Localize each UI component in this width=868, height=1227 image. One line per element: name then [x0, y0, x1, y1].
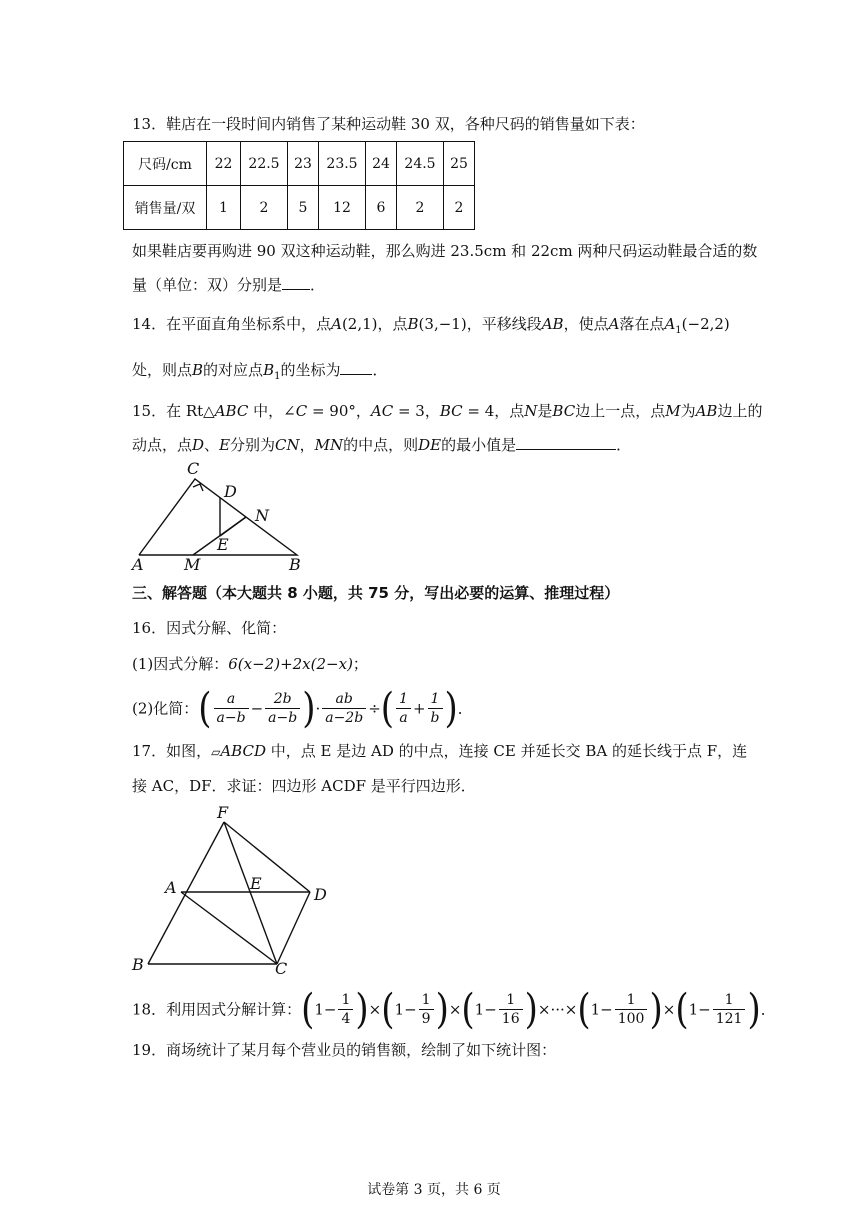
fraction	[615, 991, 648, 1028]
label-e: E	[250, 874, 262, 893]
fraction-denominator: 9	[421, 1011, 431, 1027]
parallelogram-abcd: ABCD	[220, 742, 266, 760]
minus-sign: −	[600, 1000, 613, 1019]
left-paren: (	[461, 985, 475, 1034]
point-b1: B	[263, 361, 275, 379]
fraction-numerator: 1	[428, 690, 443, 709]
q15-line2	[132, 435, 631, 455]
table-cell: 6	[366, 186, 397, 230]
side-ac: AC	[370, 402, 394, 420]
point-b-ref: B	[192, 361, 204, 379]
q13-end: ．	[310, 276, 326, 294]
fraction-denominator: 121	[715, 1011, 743, 1027]
table-cell: 22	[207, 142, 241, 186]
answer-blank	[516, 435, 616, 450]
q14-l2-p2: 的对应点	[203, 361, 264, 379]
separator: 、	[204, 436, 220, 454]
q13-stem: 13．鞋店在一段时间内销售了某种运动鞋 30 双，各种尺码的销售量如下表：	[132, 115, 645, 133]
label-b: B	[289, 555, 301, 574]
table-cell: 25	[444, 142, 475, 186]
q13-text-line2	[132, 275, 325, 295]
q18-p1: 18．利用因式分解计算：	[132, 1000, 302, 1019]
q17-line1	[132, 741, 747, 762]
left-paren: (	[198, 684, 212, 733]
dot-sign: ·	[315, 699, 321, 718]
fraction-numerator: a	[214, 690, 249, 709]
fraction	[419, 991, 434, 1028]
q16-part1-end: ；	[352, 655, 368, 673]
fraction	[713, 991, 746, 1028]
comma: ，	[299, 436, 315, 454]
minus-sign: −	[404, 1000, 417, 1019]
coord-a1: (−2,2)	[681, 315, 730, 333]
table-cell: 23	[288, 142, 319, 186]
fraction	[214, 690, 249, 727]
fraction-numerator: 1	[396, 690, 411, 709]
label-m: M	[184, 555, 201, 574]
coord-b: (3,−1)	[418, 315, 467, 333]
point-a-ref: A	[608, 315, 620, 333]
fraction	[338, 991, 353, 1028]
segment-cn: CN	[275, 436, 300, 454]
point-n: N	[524, 402, 538, 420]
q18-end: ．	[760, 1000, 776, 1019]
side-bc-ref: BC	[552, 402, 576, 420]
fraction-denominator: a	[399, 710, 408, 726]
q17-p2: 中，点 E 是边 AD 的中点，连接 CE 并延长交 BA 的延长线于点 F，连	[265, 742, 748, 760]
q15-p3: = 90°，	[307, 402, 371, 420]
fraction-numerator: 1	[713, 991, 746, 1010]
table-cell: 24.5	[397, 142, 444, 186]
q14-end: ．	[372, 361, 388, 379]
point-a: A	[331, 315, 342, 333]
answer-blank	[340, 360, 372, 375]
table-cell: 2	[241, 186, 288, 230]
table-cell: 2	[397, 186, 444, 230]
q14-l2-p3: 的坐标为	[280, 361, 341, 379]
q13-size-sales-table	[123, 141, 475, 230]
q15-end: ．	[616, 436, 632, 454]
label-d: D	[224, 482, 237, 501]
fraction-numerator: 1	[615, 991, 648, 1010]
right-paren: )	[355, 985, 369, 1034]
right-paren: )	[524, 985, 538, 1034]
label-f: F	[217, 803, 229, 822]
segment-mn: MN	[314, 436, 344, 454]
q16-part2-end: ．	[457, 699, 473, 718]
table-header-size: 尺码/cm	[124, 142, 207, 186]
q15-line1	[132, 401, 762, 421]
q15-p7: 边上一点，点	[575, 402, 666, 420]
times-sign: ×	[448, 1000, 462, 1019]
q15-p5: = 4，点	[462, 402, 525, 420]
q15-l2-p4: 的最小值是	[441, 436, 517, 454]
divide-sign: ÷	[368, 699, 381, 718]
q14-line2	[132, 360, 388, 387]
q17-parallelogram-figure	[125, 800, 340, 980]
q14-p2: ，点	[377, 315, 408, 333]
fraction-denominator: a−b	[268, 710, 298, 726]
label-b: B	[132, 955, 144, 974]
fraction-numerator: 2b	[265, 690, 300, 709]
table-row	[124, 186, 475, 230]
label-e: E	[217, 535, 229, 554]
table-header-count: 销售量/双	[124, 186, 207, 230]
q15-triangle-figure	[125, 455, 315, 575]
point-e: E	[219, 436, 231, 454]
triangle-abc: ABC	[214, 402, 249, 420]
plus-sign: +	[412, 699, 426, 718]
label-a: A	[132, 555, 144, 574]
parallelogram-icon: ▱	[211, 745, 221, 759]
q14-p3: ，平移线段	[466, 315, 542, 333]
q13-text-line1: 如果鞋店要再购进 90 双这种运动鞋，那么购进 23.5cm 和 22cm 两种尺码运动鞋最合适的数	[132, 242, 758, 260]
label-c: C	[275, 959, 288, 978]
q17-line2: 接 AC，DF．求证：四边形 ACDF 是平行四边形．	[132, 777, 476, 795]
table-cell: 12	[319, 186, 366, 230]
point-d: D	[192, 436, 205, 454]
point-m: M	[665, 402, 681, 420]
segment-de: DE	[418, 436, 442, 454]
left-paren: (	[380, 684, 395, 733]
table-cell: 5	[288, 186, 319, 230]
q18-line	[132, 985, 776, 1034]
left-paren: (	[381, 985, 395, 1034]
right-paren: )	[302, 684, 316, 733]
q16-part1-expression: 6(x−2)+2x(2−x)	[228, 655, 353, 673]
fraction-denominator: 16	[501, 1011, 520, 1027]
q16-part1-label: (1)因式分解：	[132, 655, 229, 673]
ellipsis: ×···×	[537, 1000, 578, 1019]
segment-ac-line	[181, 892, 277, 964]
minus-sign: −	[698, 1000, 711, 1019]
right-paren: )	[444, 684, 458, 733]
q17-p1: 17．如图，	[132, 742, 212, 760]
table-row	[124, 142, 475, 186]
label-c: C	[187, 459, 200, 478]
q15-l2-p3: 的中点，则	[343, 436, 419, 454]
segment-en-line	[220, 517, 246, 536]
side-bc: BC	[439, 402, 463, 420]
fraction	[265, 690, 300, 727]
angle-c: C	[295, 402, 308, 420]
minus-sign: −	[323, 1000, 337, 1019]
label-a: A	[165, 878, 177, 897]
q15-p2: 中，∠	[248, 402, 296, 420]
point-a1: A	[664, 315, 676, 333]
q15-l2-p2: 分别为	[230, 436, 276, 454]
side-ab: AB	[695, 402, 718, 420]
q15-p1: 15．在 Rt△	[132, 402, 215, 420]
q13-text2: 量（单位：双）分别是	[132, 276, 283, 294]
a1-subscript: 1	[675, 325, 682, 336]
fraction-numerator: 1	[499, 991, 523, 1010]
segment-ab: AB	[541, 315, 564, 333]
left-paren: (	[577, 985, 591, 1034]
minus-sign: −	[250, 699, 264, 718]
fraction-numerator: 1	[338, 991, 353, 1010]
q16-stem: 16．因式分解、化简：	[132, 619, 287, 637]
left-paren: (	[301, 985, 315, 1034]
page-footer: 试卷第 3 页，共 6 页	[367, 1182, 501, 1198]
fraction-denominator: a−2b	[325, 710, 364, 726]
table-cell: 2	[444, 186, 475, 230]
q14-line1	[132, 314, 730, 341]
fraction-numerator: ab	[322, 690, 366, 709]
q15-p8: 为	[680, 402, 696, 420]
segment-bf-line	[148, 822, 224, 964]
fraction	[322, 690, 366, 727]
q16-part2-label: (2)化简：	[132, 699, 199, 718]
right-paren: )	[435, 985, 449, 1034]
right-angle-mark	[193, 484, 203, 491]
q14-p4: ，使点	[563, 315, 609, 333]
q19-stem: 19．商场统计了某月每个营业员的销售额，绘制了如下统计图：	[132, 1041, 557, 1059]
point-b: B	[407, 315, 419, 333]
one: 1	[688, 1000, 699, 1019]
q14-p5: 落在点	[619, 315, 665, 333]
table-cell: 22.5	[241, 142, 288, 186]
q16-part1	[132, 654, 368, 674]
q15-p6: 是	[537, 402, 553, 420]
fraction	[396, 690, 411, 727]
coord-a: (2,1)	[341, 315, 378, 333]
times-sign: ×	[368, 1000, 382, 1019]
q15-l2-p1: 动点，点	[132, 436, 193, 454]
table-cell: 23.5	[319, 142, 366, 186]
minus-sign: −	[484, 1000, 497, 1019]
times-sign: ×	[662, 1000, 676, 1019]
fraction	[428, 690, 443, 727]
right-paren: )	[649, 985, 663, 1034]
q14-l2-p1: 处，则点	[132, 361, 193, 379]
b1-subscript: 1	[274, 371, 281, 382]
table-cell: 1	[207, 186, 241, 230]
fraction-denominator: 100	[617, 1011, 645, 1027]
left-paren: (	[675, 985, 689, 1034]
one: 1	[590, 1000, 601, 1019]
fraction-denominator: b	[430, 710, 440, 726]
fraction-denominator: a−b	[216, 710, 246, 726]
label-d: D	[314, 885, 327, 904]
q16-part2	[132, 684, 473, 733]
q15-p9: 边上的	[717, 402, 763, 420]
section-title: 三、解答题（本大题共 8 小题，共 75 分，写出必要的运算、推理过程）	[132, 584, 620, 602]
segment-cd-line	[277, 892, 310, 964]
fraction	[499, 991, 523, 1028]
label-n: N	[255, 506, 269, 525]
right-paren: )	[747, 985, 761, 1034]
q15-p4: = 3，	[393, 402, 440, 420]
answer-blank	[282, 275, 310, 290]
table-cell: 24	[366, 142, 397, 186]
fraction-numerator: 1	[419, 991, 434, 1010]
one: 1	[474, 1000, 485, 1019]
fraction-denominator: 4	[341, 1011, 351, 1027]
q14-p1: 14．在平面直角坐标系中，点	[132, 315, 332, 333]
one: 1	[314, 1000, 324, 1019]
one: 1	[394, 1000, 405, 1019]
